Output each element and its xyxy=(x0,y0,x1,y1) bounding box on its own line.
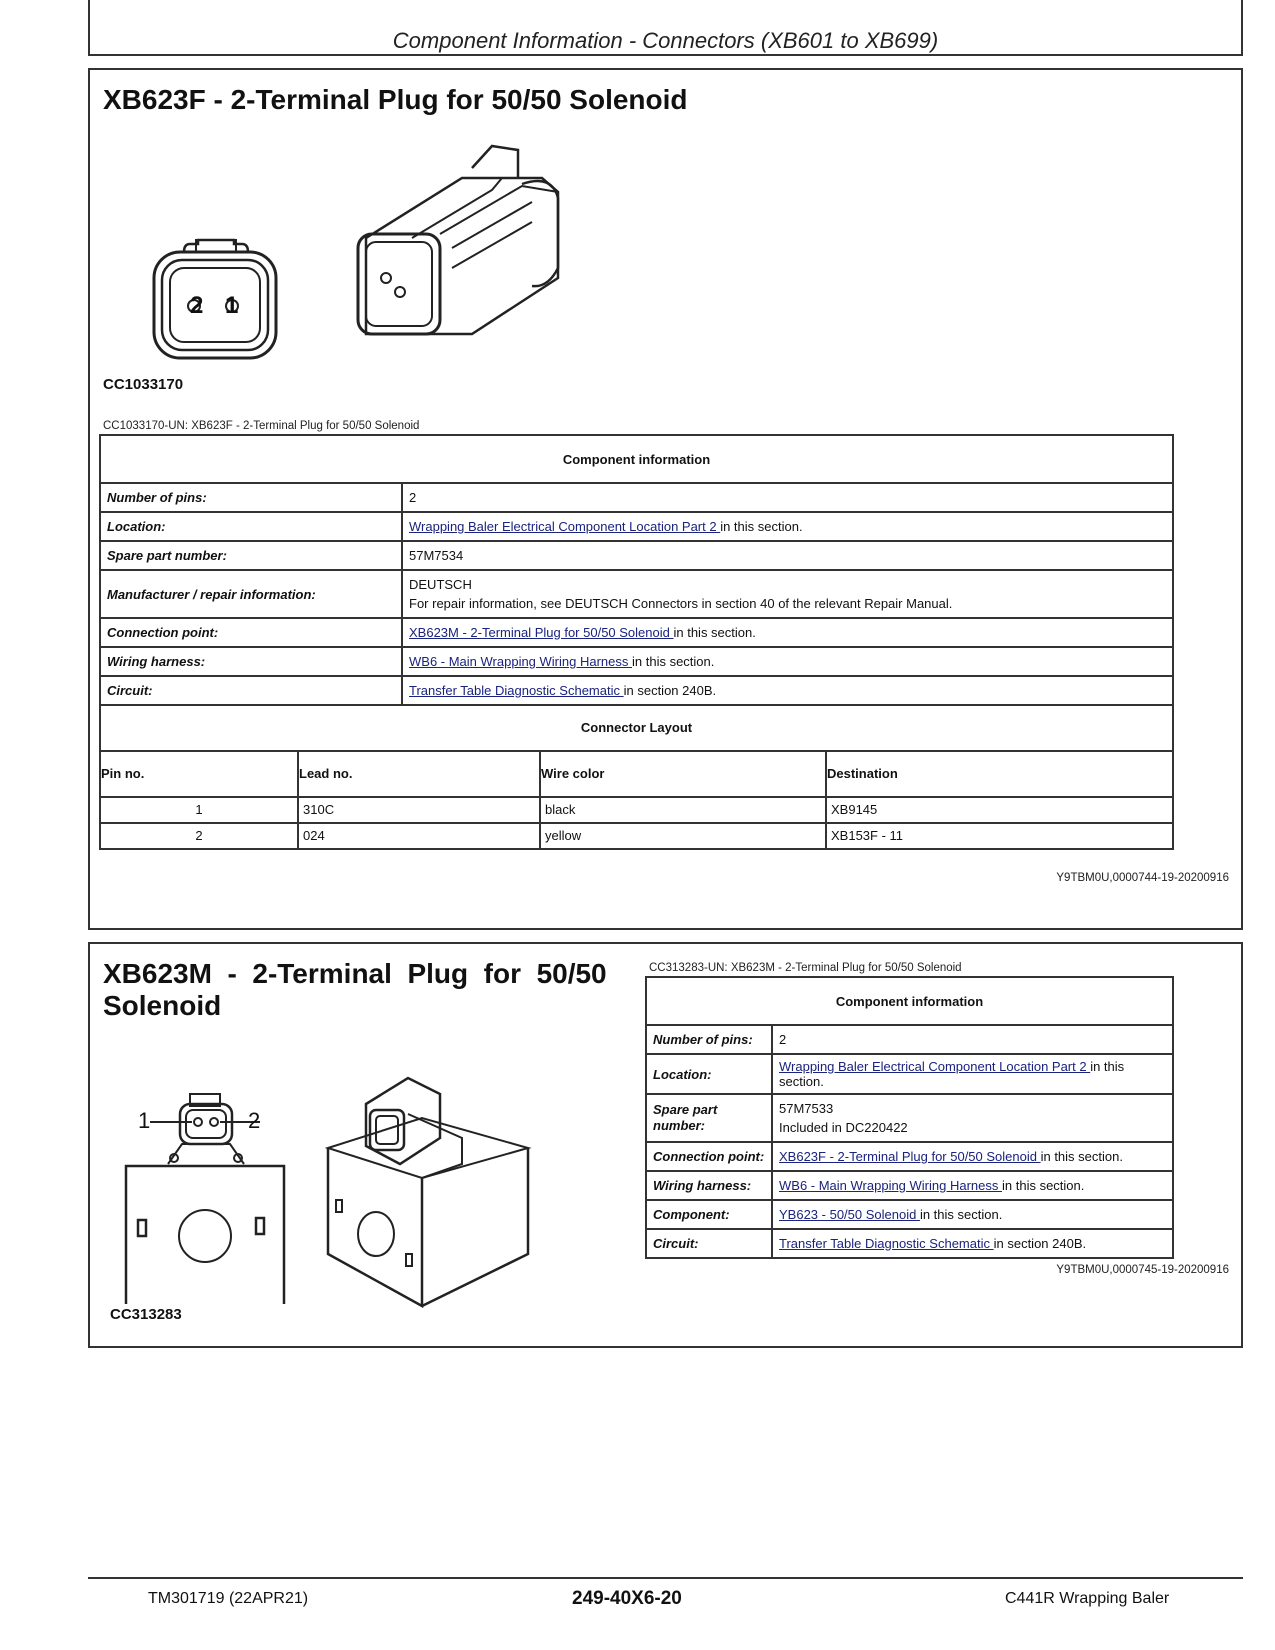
connector-layout-table xyxy=(99,704,1174,850)
row-label: Spare part number: xyxy=(646,1094,772,1142)
column-header: Lead no. xyxy=(298,751,540,797)
row-label: Circuit: xyxy=(100,676,402,705)
row-value: YB623 - 50/50 Solenoid in this section. xyxy=(772,1200,1173,1229)
table-header: Component information xyxy=(646,977,1173,1025)
pin-cell: 1 xyxy=(100,797,298,823)
figure-caption: CC313283-UN: XB623M - 2-Terminal Plug for 50/50 Solenoid xyxy=(649,962,962,974)
circuit-link[interactable]: Transfer Table Diagnostic Schematic xyxy=(409,683,624,698)
table-row xyxy=(100,541,1173,570)
pin-label: 1 xyxy=(138,1108,151,1133)
table-header: Connector Layout xyxy=(100,705,1173,751)
row-label: Connection point: xyxy=(100,618,402,647)
table-header-row xyxy=(100,751,1173,797)
column-header: Destination xyxy=(826,751,1173,797)
lead-cell: 310C xyxy=(298,797,540,823)
row-label: Spare part number: xyxy=(100,541,402,570)
pin-label: 1 xyxy=(225,292,239,319)
table-row xyxy=(100,797,1173,823)
pin-label: 2 xyxy=(190,292,204,319)
footer-divider xyxy=(88,1577,1243,1579)
section-title-line2: Solenoid xyxy=(103,990,222,1021)
solenoid-isometric-view-icon xyxy=(322,1074,532,1314)
row-value: 2 xyxy=(772,1025,1173,1054)
table-row xyxy=(646,1094,1173,1142)
location-link[interactable]: Wrapping Baler Electrical Component Location Part 2 xyxy=(779,1059,1091,1074)
circuit-link[interactable]: Transfer Table Diagnostic Schematic xyxy=(779,1236,994,1251)
column-header: Wire color xyxy=(540,751,826,797)
row-value: XB623M - 2-Terminal Plug for 50/50 Solenoid in this section. xyxy=(402,618,1173,647)
table-row xyxy=(100,823,1173,849)
component-info-table xyxy=(645,976,1174,1259)
row-label: Wiring harness: xyxy=(646,1171,772,1200)
table-row xyxy=(646,1200,1173,1229)
wire-cell: yellow xyxy=(540,823,826,849)
pin-cell: 2 xyxy=(100,823,298,849)
lead-cell: 024 xyxy=(298,823,540,849)
row-value: 57M7534 xyxy=(402,541,1173,570)
row-label: Location: xyxy=(646,1054,772,1094)
wiring-harness-link[interactable]: WB6 - Main Wrapping Wiring Harness xyxy=(779,1178,1002,1193)
footer-product: C441R Wrapping Baler xyxy=(1005,1590,1170,1607)
location-link[interactable]: Wrapping Baler Electrical Component Location Part 2 xyxy=(409,519,721,534)
table-row xyxy=(100,512,1173,541)
page-header xyxy=(88,0,1243,56)
section-xb623m xyxy=(88,942,1243,1348)
figure-id: CC1033170 xyxy=(103,376,184,393)
pin-label: 2 xyxy=(248,1108,261,1133)
table-row xyxy=(100,676,1173,705)
row-value: Transfer Table Diagnostic Schematic in section 240B. xyxy=(772,1229,1173,1258)
table-row xyxy=(646,1171,1173,1200)
figure-caption: CC1033170-UN: XB623F - 2-Terminal Plug for 50/50 Solenoid xyxy=(103,420,420,432)
table-row xyxy=(646,1142,1173,1171)
destination-cell: XB153F - 11 xyxy=(826,823,1173,849)
page-header-title: Component Information - Connectors (XB601 to XB699) xyxy=(392,28,939,53)
row-label: Connection point: xyxy=(646,1142,772,1171)
row-value: DEUTSCH For repair information, see DEUTSCH Connectors in section 40 of the relevant Repair Manual. xyxy=(402,570,1173,618)
component-info-table xyxy=(99,434,1174,706)
table-row xyxy=(100,618,1173,647)
table-row xyxy=(646,1025,1173,1054)
row-label: Component: xyxy=(646,1200,772,1229)
column-header: Pin no. xyxy=(100,751,298,797)
footer-page-number: 249-40X6-20 xyxy=(572,1588,682,1609)
connection-point-link[interactable]: XB623F - 2-Terminal Plug for 50/50 Solenoid xyxy=(779,1149,1041,1164)
table-row xyxy=(646,1229,1173,1258)
row-label: Circuit: xyxy=(646,1229,772,1258)
wire-cell: black xyxy=(540,797,826,823)
connection-point-link[interactable]: XB623M - 2-Terminal Plug for 50/50 Solenoid xyxy=(409,625,674,640)
connector-isometric-view-icon xyxy=(352,138,612,338)
row-value: XB623F - 2-Terminal Plug for 50/50 Solenoid in this section. xyxy=(772,1142,1173,1171)
row-value: 2 xyxy=(402,483,1173,512)
row-label: Number of pins: xyxy=(100,483,402,512)
table-row xyxy=(100,647,1173,676)
row-label: Manufacturer / repair information: xyxy=(100,570,402,618)
row-label: Location: xyxy=(100,512,402,541)
reference-id: Y9TBM0U,0000745-19-20200916 xyxy=(1056,1264,1229,1276)
destination-cell: XB9145 xyxy=(826,797,1173,823)
row-value: Wrapping Baler Electrical Component Location Part 2 in this section. xyxy=(402,512,1173,541)
figure-id: CC313283 xyxy=(110,1306,182,1323)
row-value: WB6 - Main Wrapping Wiring Harness in this section. xyxy=(772,1171,1173,1200)
wiring-harness-link[interactable]: WB6 - Main Wrapping Wiring Harness xyxy=(409,654,632,669)
reference-id: Y9TBM0U,0000744-19-20200916 xyxy=(1056,872,1229,884)
row-label: Wiring harness: xyxy=(100,647,402,676)
row-value: Wrapping Baler Electrical Component Location Part 2 in this section. xyxy=(772,1054,1173,1094)
footer-doc-id: TM301719 (22APR21) xyxy=(148,1590,309,1607)
row-label: Number of pins: xyxy=(646,1025,772,1054)
row-value: 57M7533 Included in DC220422 xyxy=(772,1094,1173,1142)
table-row xyxy=(100,570,1173,618)
section-xb623f xyxy=(88,68,1243,930)
table-header: Component information xyxy=(100,435,1173,483)
table-row xyxy=(100,483,1173,512)
table-row xyxy=(646,1054,1173,1094)
row-value: Transfer Table Diagnostic Schematic in section 240B. xyxy=(402,676,1173,705)
row-value: WB6 - Main Wrapping Wiring Harness in this section. xyxy=(402,647,1173,676)
section-title: XB623F - 2-Terminal Plug for 50/50 Solenoid xyxy=(103,84,688,115)
section-title-line1: XB623M - 2-Terminal Plug for 50/50 xyxy=(103,958,607,989)
component-link[interactable]: YB623 - 50/50 Solenoid xyxy=(779,1207,920,1222)
